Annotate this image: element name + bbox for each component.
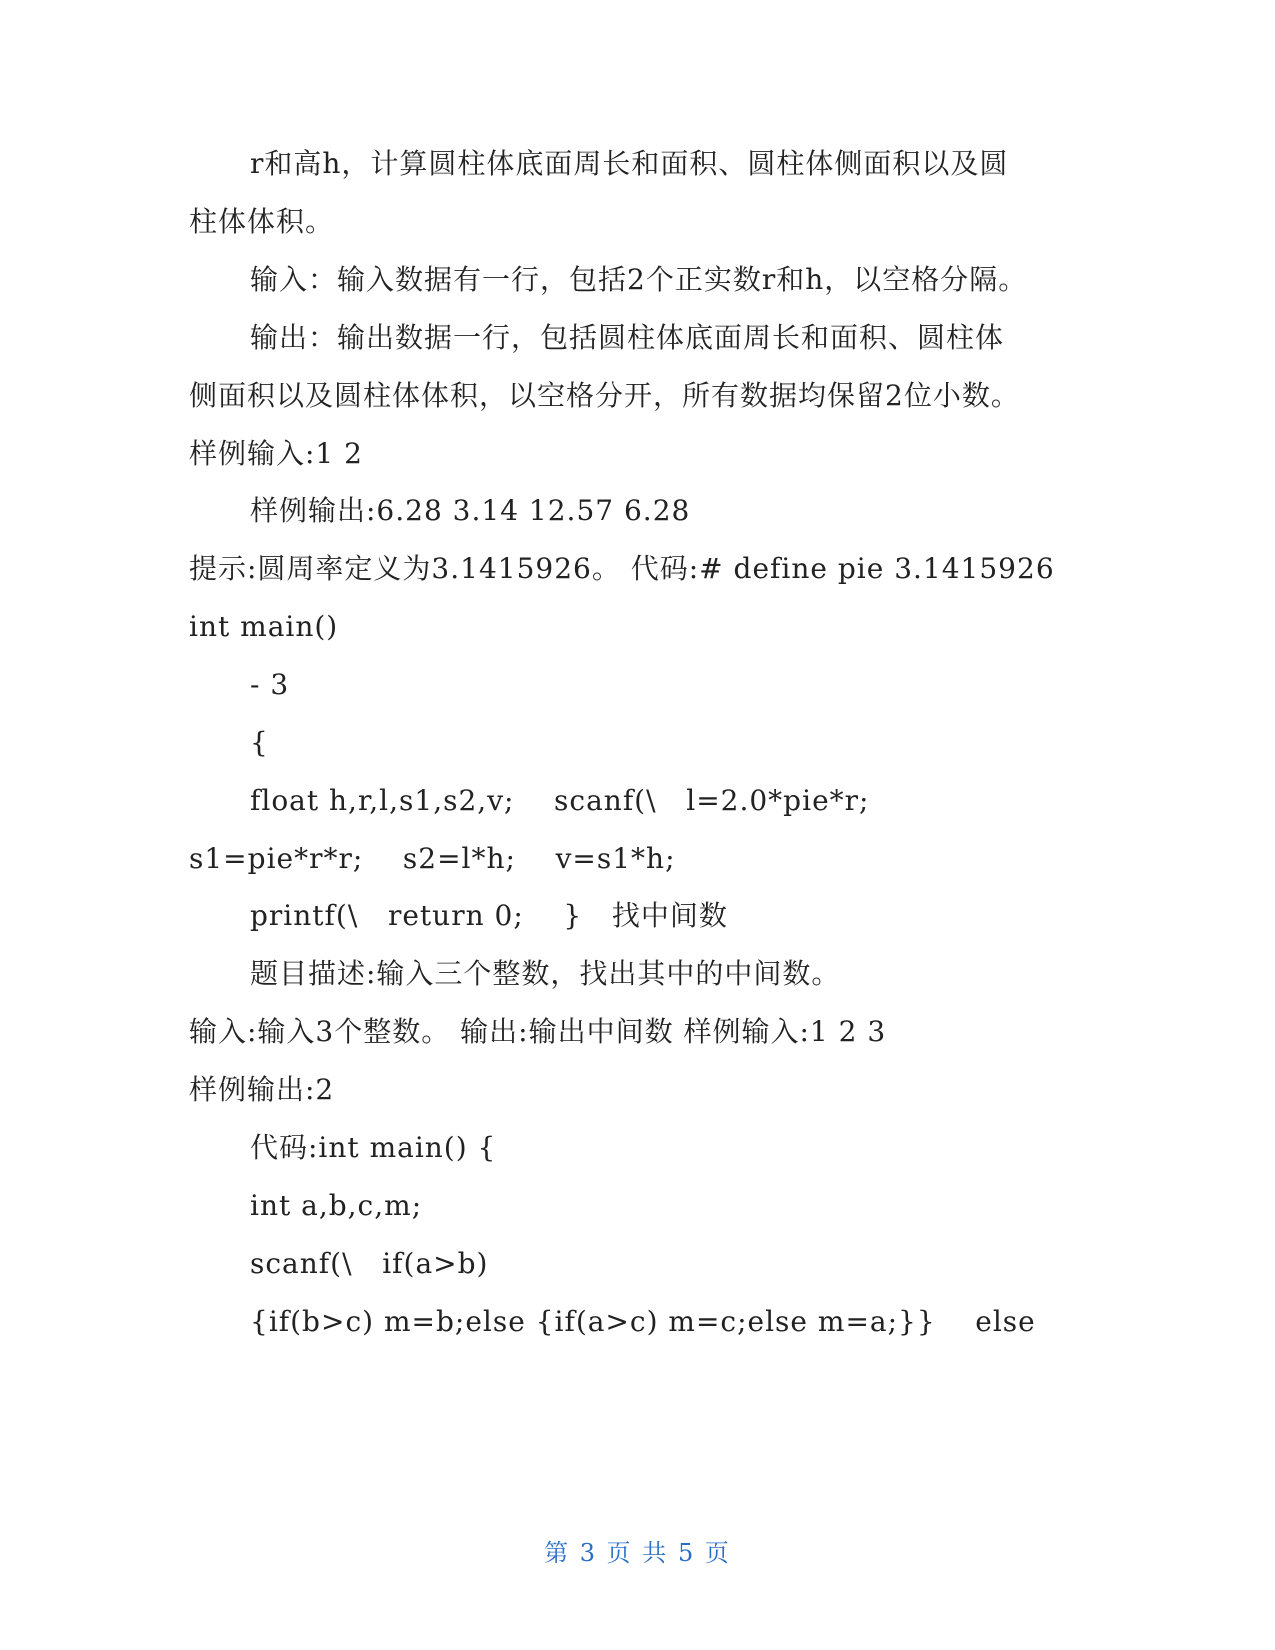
text-line: 输入：输入数据有一行，包括2个正实数r和h，以空格分隔。 bbox=[250, 263, 1028, 296]
text-line: 题目描述:输入三个整数，找出其中的中间数。 bbox=[250, 957, 841, 990]
text-line: 侧面积以及圆柱体体积，以空格分开，所有数据均保留2位小数。 bbox=[189, 379, 1020, 412]
text-line: - 3 bbox=[250, 668, 290, 701]
text-line: 样例输入:1 2 bbox=[189, 437, 363, 470]
text-line: 提示:圆周率定义为3.1415926。 代码:# define pie 3.1415926 bbox=[189, 552, 1055, 585]
text-line: 样例输出:2 bbox=[189, 1073, 335, 1106]
text-line: 输出：输出数据一行，包括圆柱体底面周长和面积、圆柱体 bbox=[250, 321, 1005, 354]
code-line: {if(b>c) m=b;else {if(a>c) m=c;else m=a;}} else bbox=[250, 1305, 1036, 1338]
code-line: int main() bbox=[189, 610, 339, 643]
code-line: scanf(\ if(a>b) bbox=[250, 1247, 489, 1280]
text-line: 输入:输入3个整数。 输出:输出中间数 样例输入:1 2 3 bbox=[189, 1015, 887, 1048]
code-line: float h,r,l,s1,s2,v; scanf(\ l=2.0*pie*r; bbox=[250, 784, 870, 817]
text-line: r和高h，计算圆柱体底面周长和面积、圆柱体侧面积以及圆 bbox=[250, 147, 1009, 180]
text-line: 柱体体积。 bbox=[189, 205, 335, 238]
text-line: 样例输出:6.28 3.14 12.57 6.28 bbox=[250, 494, 691, 527]
code-line: 代码:int main() { bbox=[250, 1131, 497, 1164]
code-line: printf(\ return 0; } 找中间数 bbox=[250, 899, 728, 932]
page-number-footer: 第 3 页 共 5 页 bbox=[544, 1539, 731, 1567]
code-line: { bbox=[250, 726, 269, 759]
code-line: int a,b,c,m; bbox=[250, 1189, 423, 1222]
code-line: s1=pie*r*r; s2=l*h; v=s1*h; bbox=[189, 842, 676, 875]
